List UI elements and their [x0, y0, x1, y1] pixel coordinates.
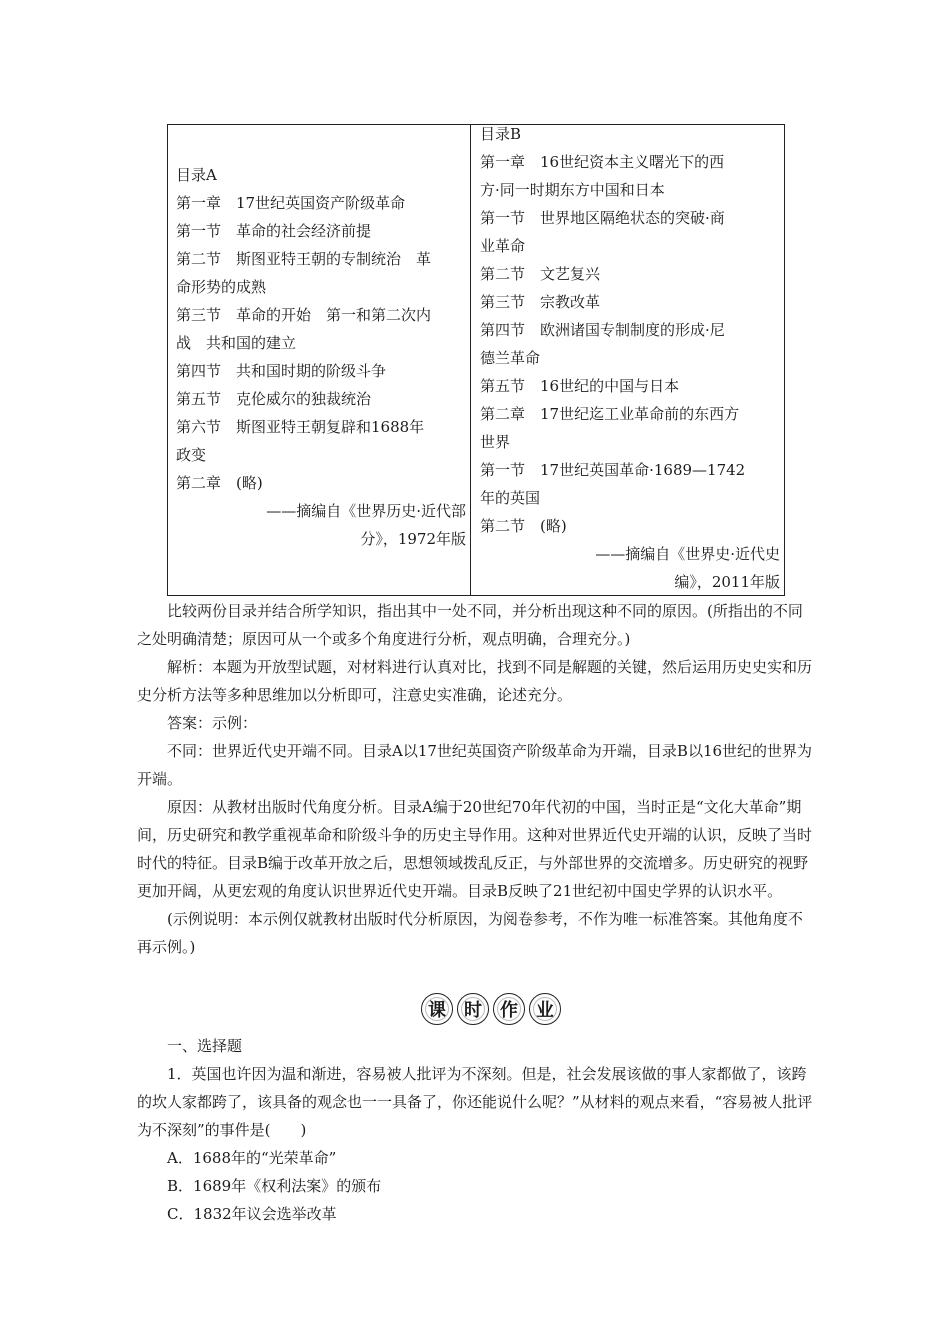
catalog-a-line: 第二节 斯图亚特王朝的专制统治 革 [176, 250, 432, 268]
catalog-a-line: 第一章 17世纪英国资产阶级革命 [176, 194, 406, 212]
note-text: (示例说明：本示例仅就教材出版时代分析原因，为阅卷参考，不作为唯一标准答案。其他角度不再示例。) [137, 910, 803, 956]
title-char: 业 [529, 993, 561, 1025]
catalog-a-line: 目录A [176, 166, 217, 184]
catalog-b-line: 目录B [480, 125, 522, 143]
catalog-b-source: ——摘编自《世界史·近代史 [595, 545, 780, 563]
catalog-a-line: 政变 [176, 446, 207, 464]
catalog-a-line: 战 共和国的建立 [176, 334, 297, 352]
option-a: A．1688年的“光荣革命” [167, 1149, 337, 1167]
catalog-b-line: 第一节 世界地区隔绝状态的突破·商 [480, 209, 725, 227]
catalog-a-source: 分》，1972年版 [360, 530, 466, 548]
catalog-b-line: 第二节 文艺复兴 [480, 265, 601, 283]
catalog-a-line: 第五节 克伦威尔的独裁统治 [176, 390, 372, 408]
section-heading: 一、选择题 [167, 1037, 243, 1055]
difference-text: 不同：世界近代史开端不同。目录A以17世纪英国资产阶级革命为开端，目录B以16世纪的世界为开端。 [137, 742, 813, 788]
question-1: 1．英国也许因为温和渐进，容易被人批评为不深刻。但是，社会发展该做的事人家都做了，该跨的坎人家都跨了，该具备的观念也一一具备了，你还能说什么呢？”从材料的观点来看，“容易被人批评为不深刻”的事件是( ) [137, 1065, 813, 1139]
reason-text: 原因：从教材出版时代角度分析。目录A编于20世纪70年代初的中国，当时正是“文化大革命”期间，历史研究和教学重视革命和阶级斗争的历史主导作用。这种对世界近代史开端的认识，反映了当时时代的特征。目录B编于改革开放之后，思想领域拨乱反正，与外部世界的交流增多。历史研究的视野更加开阔，从更宏观的角度认识世界近代史开端。目录B反映了21世纪初中国史学界的认识水平。 [137, 798, 813, 900]
catalog-a-line: 第四节 共和国时期的阶级斗争 [176, 362, 387, 380]
catalog-b-column [480, 120, 780, 596]
catalog-b-source: 编》，2011年版 [674, 573, 780, 591]
catalog-b-line: 第四节 欧洲诸国专制制度的形成·尼 [480, 321, 725, 339]
title-char: 课 [421, 993, 453, 1025]
catalog-b-line: 第一章 16世纪资本主义曙光下的西 [480, 153, 725, 171]
catalog-a-line: 第一节 革命的社会经济前提 [176, 222, 372, 240]
catalog-a-column [176, 161, 466, 553]
option-c: C．1832年议会选举改革 [167, 1205, 337, 1223]
catalog-a-line: 第二章 (略) [176, 474, 263, 492]
title-char: 时 [457, 993, 489, 1025]
catalog-b-line: 世界 [480, 433, 511, 451]
catalog-comparison-table [167, 124, 785, 596]
answer-section [137, 597, 815, 961]
catalog-b-line: 第一节 17世纪英国革命·1689—1742 [480, 461, 746, 479]
title-char: 作 [493, 993, 525, 1025]
catalog-b-line: 方·同一时期东方中国和日本 [480, 181, 665, 199]
analysis-text: 解析：本题为开放型试题，对材料进行认真对比，找到不同是解题的关键，然后运用历史史实和历史分析方法等多种思维加以分析即可，注意史实准确，论述充分。 [137, 658, 813, 704]
catalog-b-line: 第三节 宗教改革 [480, 293, 601, 311]
answer-label: 答案：示例： [167, 714, 258, 732]
catalog-b-line: 第二节 (略) [480, 517, 567, 535]
homework-section-title [421, 993, 561, 1025]
catalog-a-line: 命形势的成熟 [176, 278, 267, 296]
catalog-b-line: 年的英国 [480, 489, 541, 507]
question-text: 比较两份目录并结合所学知识，指出其中一处不同，并分析出现这种不同的原因。(所指出的不同之处明确清楚；原因可从一个或多个角度进行分析，观点明确，合理充分。) [137, 602, 803, 648]
catalog-b-line: 德兰革命 [480, 349, 541, 367]
catalog-a-line: 第六节 斯图亚特王朝复辟和1688年 [176, 418, 425, 436]
table-divider [470, 125, 471, 595]
catalog-b-line: 业革命 [480, 237, 526, 255]
catalog-b-line: 第二章 17世纪迄工业革命前的东西方 [480, 405, 740, 423]
option-b: B．1689年《权利法案》的颁布 [167, 1177, 382, 1195]
catalog-a-line: 第三节 革命的开始 第一和第二次内 [176, 306, 432, 324]
exercise-section [137, 1032, 815, 1228]
catalog-b-line: 第五节 16世纪的中国与日本 [480, 377, 680, 395]
catalog-a-source: ——摘编自《世界历史·近代部 [266, 502, 466, 520]
